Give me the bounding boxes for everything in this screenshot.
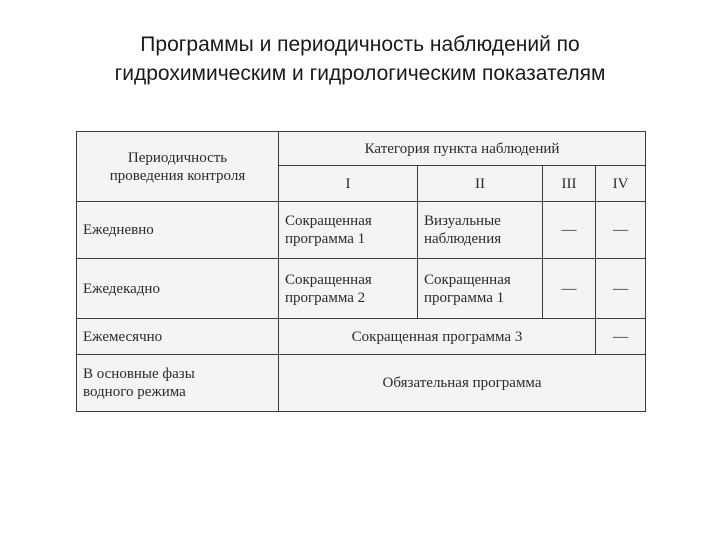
daily-category-3: — xyxy=(543,202,596,259)
daily-category-4: — xyxy=(596,202,646,259)
monthly-category-4: — xyxy=(596,319,646,355)
header-period-line-2: проведения контроля xyxy=(109,167,246,184)
daily-category-1 xyxy=(279,202,418,259)
decadal-category-1-line-2: программа 2 xyxy=(285,289,366,306)
decadal-category-1-line-1: Сокращенная xyxy=(285,271,372,288)
row-monthly xyxy=(77,319,646,355)
period-water-phases-line-2: водного режима xyxy=(83,384,186,400)
observation-table xyxy=(76,131,646,412)
slide-title-line-1: Программы и периодичность наблюдений по xyxy=(140,33,580,56)
decadal-category-2-line-2: программа 1 xyxy=(424,289,505,306)
decadal-category-3: — xyxy=(543,259,596,319)
header-period-cell xyxy=(77,132,279,202)
slide-title-line-2: гидрохимическим и гидрологическим показателям xyxy=(114,62,606,85)
daily-category-1-line-2: программа 1 xyxy=(285,231,366,247)
header-period-line-1: Периодичность xyxy=(127,149,228,166)
header-category-cell: Категория пункта наблюдений xyxy=(279,132,646,166)
decadal-category-2-line-1: Сокращенная xyxy=(424,271,511,288)
daily-category-2-line-1: Визуальные xyxy=(424,213,501,229)
header-category-1: I xyxy=(279,166,418,202)
daily-category-2 xyxy=(418,202,543,259)
header-row-1 xyxy=(77,132,646,166)
decadal-category-2 xyxy=(418,259,543,319)
header-category-4: IV xyxy=(596,166,646,202)
slide-title xyxy=(0,30,720,88)
water-phases-all-categories: Обязательная программа xyxy=(279,355,646,412)
period-water-phases-line-1: В основные фазы xyxy=(83,366,195,382)
header-category-2: II xyxy=(418,166,543,202)
period-decadal: Ежедекадно xyxy=(77,259,279,319)
decadal-category-1 xyxy=(279,259,418,319)
period-monthly: Ежемесячно xyxy=(77,319,279,355)
daily-category-1-line-1: Сокращенная xyxy=(285,213,372,229)
row-daily xyxy=(77,202,646,259)
decadal-category-4: — xyxy=(596,259,646,319)
row-decadal xyxy=(77,259,646,319)
row-water-phases xyxy=(77,355,646,412)
period-water-phases xyxy=(77,355,279,412)
period-daily: Ежедневно xyxy=(77,202,279,259)
monthly-categories-1-3: Сокращенная программа 3 xyxy=(279,319,596,355)
scanned-table-image xyxy=(76,131,645,411)
header-category-3: III xyxy=(543,166,596,202)
daily-category-2-line-2: наблюдения xyxy=(424,231,502,247)
